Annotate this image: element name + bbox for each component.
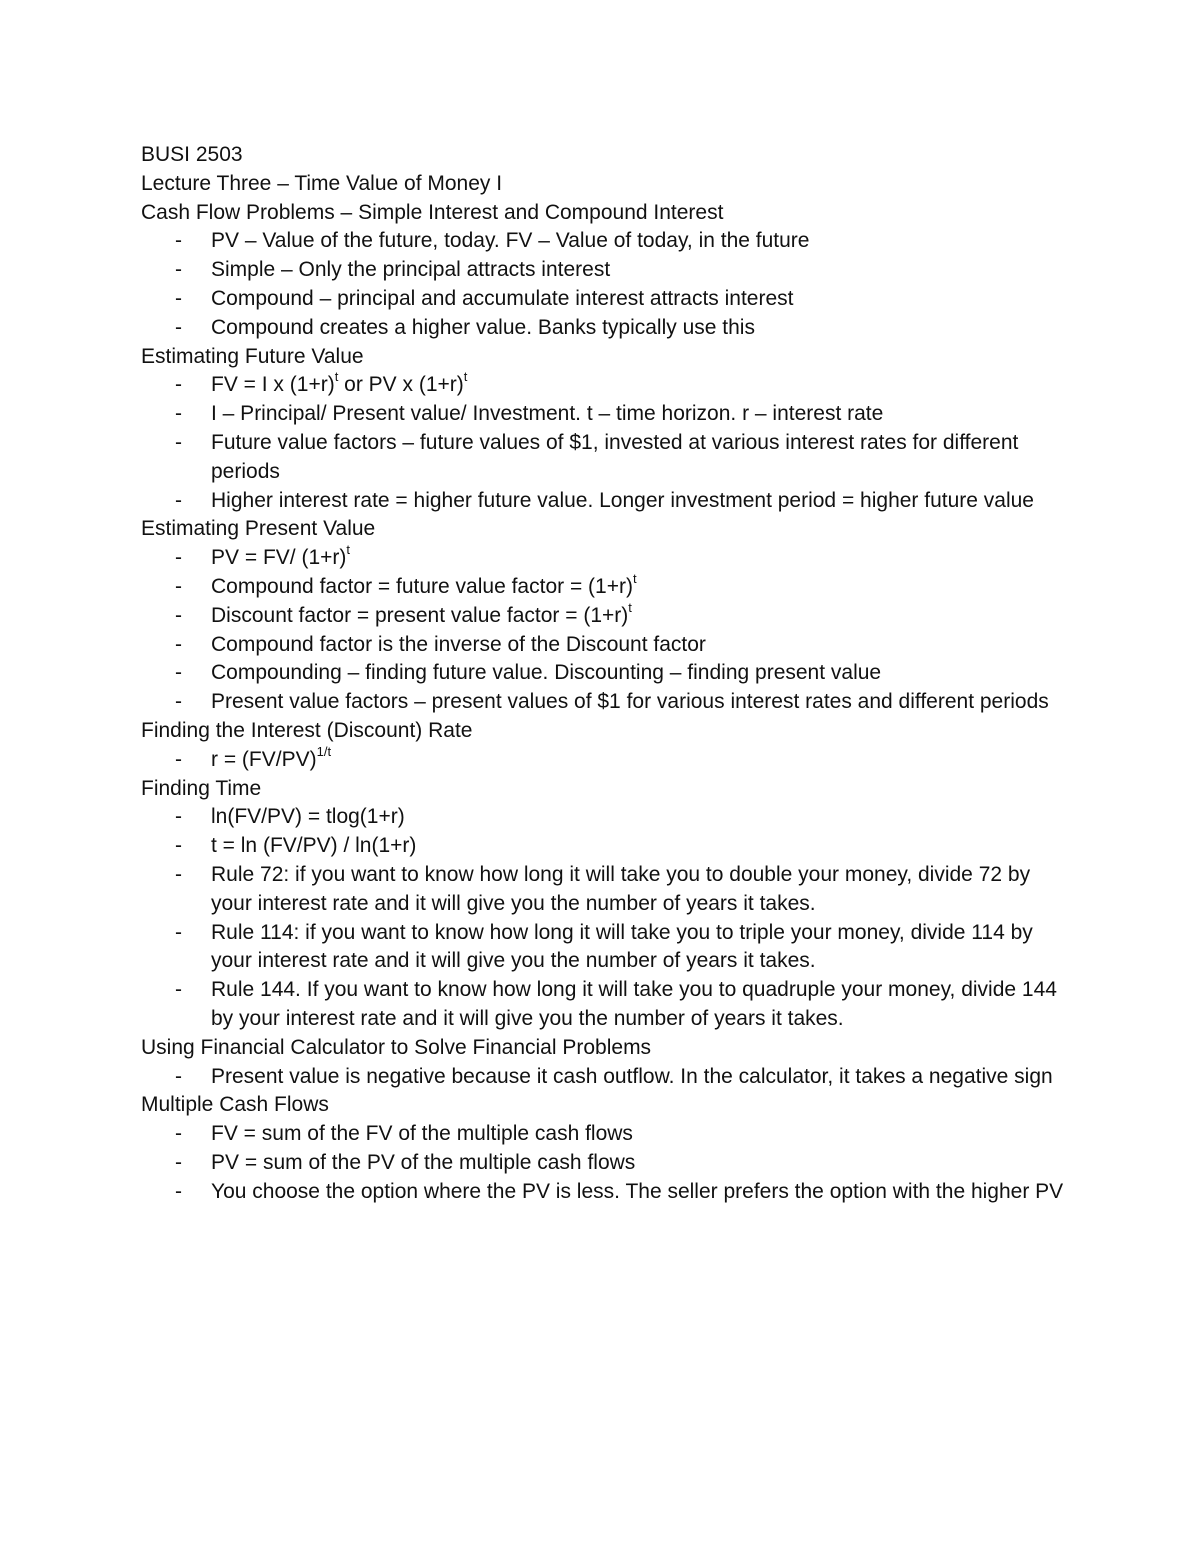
bullet-dash: - — [175, 546, 182, 570]
list-item — [141, 1063, 1071, 1092]
bullet-dash: - — [175, 574, 182, 598]
exponent: t — [463, 369, 468, 385]
bullet-dash: - — [175, 229, 182, 253]
section-heading: Multiple Cash Flows — [141, 1093, 329, 1117]
list-item — [141, 919, 1071, 977]
item-text: PV = sum of the PV of the multiple cash flows — [211, 1150, 636, 1174]
item-text: You choose the option where the PV is less. The seller prefers the option with the higher PV — [211, 1179, 1064, 1203]
bullet-list — [141, 1120, 1071, 1206]
bullet-list — [141, 227, 1071, 342]
list-item — [141, 400, 1071, 429]
section-estimating-future-value — [141, 343, 1071, 516]
bullet-dash: - — [175, 286, 182, 310]
item-text: t = ln (FV/PV) / ln(1+r) — [211, 834, 417, 858]
formula-text: Discount factor = present value factor = (1+r) — [211, 603, 629, 627]
list-item — [141, 1120, 1071, 1149]
exponent: 1/t — [316, 743, 332, 759]
formula-text: FV = I x (1+r) — [211, 373, 335, 397]
bullet-list — [141, 1063, 1071, 1092]
list-item — [141, 314, 1071, 343]
bullet-dash: - — [175, 862, 182, 886]
item-text: Simple – Only the principal attracts interest — [211, 258, 611, 282]
section-heading: Finding Time — [141, 776, 262, 800]
list-item — [141, 631, 1071, 660]
bullet-dash: - — [175, 805, 182, 829]
item-text: Compound factor is the inverse of the Discount factor — [211, 632, 706, 656]
exponent: t — [632, 570, 637, 586]
item-text: Present value factors – present values of $1 for various interest rates and different periods — [211, 690, 1049, 714]
bullet-dash: - — [175, 1122, 182, 1146]
document-page — [141, 141, 1071, 1206]
list-item — [141, 861, 1071, 919]
section-multiple-cash-flows — [141, 1091, 1071, 1206]
formula-text: PV = FV/ (1+r) — [211, 546, 347, 570]
bullet-list — [141, 743, 1071, 775]
list-item — [141, 803, 1071, 832]
bullet-dash: - — [175, 690, 182, 714]
exponent: t — [628, 599, 632, 615]
list-item — [141, 544, 1071, 573]
list-item — [141, 976, 1071, 1034]
item-text: FV = sum of the FV of the multiple cash flows — [211, 1122, 633, 1146]
item-text: Rule 72: if you want to know how long it will take you to double your money, divide 72 by your interest rate and it will give you the number of years it takes. — [211, 862, 1031, 915]
bullet-dash: - — [175, 258, 182, 282]
bullet-list — [141, 803, 1071, 1033]
item-text: ln(FV/PV) = tlog(1+r) — [211, 805, 405, 829]
bullet-dash: - — [175, 747, 182, 771]
list-item — [141, 599, 1071, 631]
course-code: BUSI 2503 — [141, 143, 243, 166]
item-text: Compounding – finding future value. Discounting – finding present value — [211, 661, 882, 685]
bullet-dash: - — [175, 373, 182, 397]
formula-text: r = (FV/PV) — [211, 747, 317, 771]
list-item — [141, 429, 1071, 487]
item-text: Future value factors – future values of $1, invested at various interest rates for different periods — [211, 430, 1019, 483]
item-text: PV – Value of the future, today. FV – Value of today, in the future — [211, 229, 810, 253]
list-item — [141, 1149, 1071, 1178]
bullet-dash: - — [175, 1064, 182, 1088]
section-financial-calculator — [141, 1034, 1071, 1092]
formula-text: Compound factor = future value factor = (1+r) — [211, 574, 633, 598]
item-text: Rule 144. If you want to know how long it will take you to quadruple your money, divide 144 by your interest rate and it will give you the number of years it takes. — [211, 978, 1057, 1030]
list-item — [141, 256, 1071, 285]
list-item — [141, 570, 1071, 602]
section-heading: Using Financial Calculator to Solve Financial Problems — [141, 1035, 652, 1059]
item-text: I – Principal/ Present value/ Investment. t – time horizon. r – interest rate — [211, 402, 884, 426]
list-item — [141, 227, 1071, 256]
section-finding-time — [141, 775, 1071, 1034]
formula-text: or PV x (1+r) — [338, 373, 464, 397]
list-item — [141, 371, 1071, 400]
list-item — [141, 487, 1071, 516]
list-item — [141, 659, 1071, 688]
bullet-list — [141, 544, 1071, 717]
item-text: Present value is negative because it cash outflow. In the calculator, it takes a negative sign — [211, 1064, 1053, 1088]
section-cash-flow-problems — [141, 199, 1071, 343]
bullet-dash: - — [175, 661, 182, 685]
bullet-dash: - — [175, 1150, 182, 1174]
bullet-dash: - — [175, 978, 182, 1002]
section-heading: Cash Flow Problems – Simple Interest and Compound Interest — [141, 200, 724, 224]
section-heading: Finding the Interest (Discount) Rate — [141, 718, 473, 742]
list-item — [141, 832, 1071, 861]
item-text: Higher interest rate = higher future value. Longer investment period = higher future value — [211, 488, 1034, 512]
bullet-dash: - — [175, 430, 182, 454]
item-text: Compound – principal and accumulate interest attracts interest — [211, 286, 794, 310]
bullet-dash: - — [175, 402, 182, 426]
section-estimating-present-value — [141, 515, 1071, 717]
exponent: t — [346, 542, 350, 558]
list-item — [141, 1178, 1071, 1207]
bullet-dash: - — [175, 603, 182, 627]
exponent: t — [334, 369, 339, 385]
section-heading: Estimating Future Value — [141, 344, 364, 368]
section-heading: Estimating Present Value — [141, 517, 376, 541]
bullet-dash: - — [175, 920, 182, 944]
bullet-dash: - — [175, 488, 182, 512]
section-finding-interest-rate — [141, 717, 1071, 775]
bullet-dash: - — [175, 1179, 182, 1203]
bullet-list — [141, 371, 1071, 515]
item-text: Compound creates a higher value. Banks typically use this — [211, 315, 755, 339]
lecture-title: Lecture Three – Time Value of Money I — [141, 171, 503, 195]
list-item — [141, 743, 1071, 775]
list-item — [141, 285, 1071, 314]
item-text: Rule 114: if you want to know how long it will take you to triple your money, divide 114 by your interest rate and it will give you the number of years it takes. — [211, 920, 1033, 973]
bullet-dash: - — [175, 632, 182, 656]
list-item — [141, 688, 1071, 717]
bullet-dash: - — [175, 315, 182, 339]
bullet-dash: - — [175, 834, 182, 858]
